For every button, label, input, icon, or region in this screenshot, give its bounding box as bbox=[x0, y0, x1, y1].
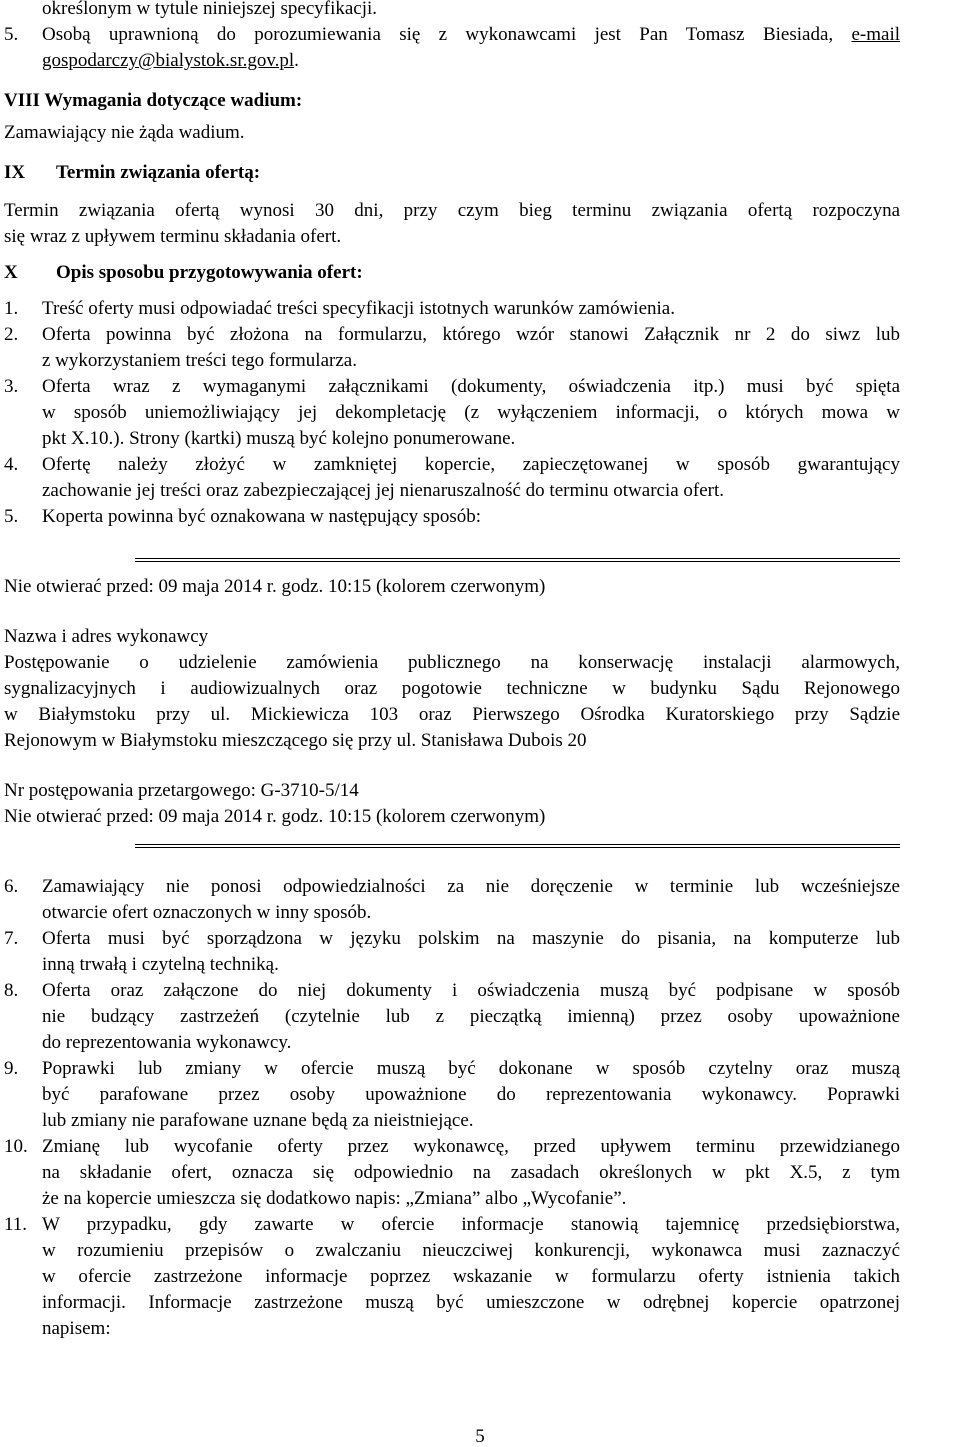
list-item-line: w sposób uniemożliwiający jej dekompletację (z wyłączeniem informacji, o których mowa w bbox=[42, 402, 900, 423]
section-ix-line-1: Termin związania ofertą wynosi 30 dni, przy czym bieg terminu związania ofertą rozpoczyna bbox=[4, 200, 900, 221]
section-viii-heading: VIII Wymagania dotyczące wadium: bbox=[4, 90, 303, 111]
list-item-line: z wykorzystaniem treści tego formularza. bbox=[42, 350, 357, 371]
list-item-line: pkt X.10.). Strony (kartki) muszą być kolejno ponumerowane. bbox=[42, 428, 516, 449]
envelope-proc-line-4: Rejonowym w Białymstoku mieszczącego się przy ul. Stanisława Dubois 20 bbox=[4, 730, 587, 751]
list-item-line: Oferta wraz z wymaganymi załącznikami (dokumenty, oświadczenia itp.) musi być spięta bbox=[42, 376, 900, 397]
list-item-line: Koperta powinna być oznakowana w następujący sposób: bbox=[42, 506, 481, 527]
list-item-number: 7. bbox=[4, 928, 19, 949]
section-ix-line-2: się wraz z upływem terminu składania ofert. bbox=[4, 226, 342, 247]
list-item-line: lub zmiany nie parafowane uznane będą za nieistniejące. bbox=[42, 1110, 474, 1131]
list-item-line: inną trwałą i czytelną techniką. bbox=[42, 954, 279, 975]
list-item-number: 3. bbox=[4, 376, 19, 397]
list-item-line: że na kopercie umieszcza się dodatkowo napis: „Zmiana” albo „Wycofanie”. bbox=[42, 1188, 627, 1209]
list-item-line: Treść oferty musi odpowiadać treści specyfikacji istotnych warunków zamówienia. bbox=[42, 298, 675, 319]
envelope-proc-line-1: Postępowanie o udzielenie zamówienia publicznego na konserwację instalacji alarmowych, bbox=[4, 652, 900, 673]
item-5-line-2 bbox=[42, 48, 900, 74]
list-item-line: W przypadku, gdy zawarte w ofercie informacje stanowią tajemnicę przedsiębiorstwa, bbox=[42, 1214, 900, 1235]
section-x-number: X bbox=[4, 262, 18, 283]
list-item-line: Oferta powinna być złożona na formularzu, którego wzór stanowi Załącznik nr 2 do siwz lub bbox=[42, 324, 900, 345]
email-link-part-1[interactable]: e-mail bbox=[851, 24, 901, 45]
item-5-line-1 bbox=[42, 22, 900, 48]
email-link-part-2[interactable]: gospodarczy@bialystok.sr.gov.pl bbox=[42, 50, 295, 71]
list-item-number: 10. bbox=[4, 1136, 28, 1157]
item-5-text: Osobą uprawnioną do porozumiewania się z wykonawcami jest Pan Tomasz Biesiada, bbox=[42, 24, 834, 45]
page-number: 5 bbox=[475, 1426, 485, 1447]
list-item-line: w rozumieniu przepisów o zwalczaniu nieuczciwej konkurencji, wykonawca musi zaznaczyć bbox=[42, 1240, 900, 1261]
list-item-line: być parafowane przez osoby upoważnione do reprezentowania wykonawcy. Poprawki bbox=[42, 1084, 900, 1105]
list-item-line: na składanie ofert, oznacza się odpowiednio na zasadach określonych w pkt X.5, z tym bbox=[42, 1162, 900, 1183]
continuation-line: określonym w tytule niniejszej specyfikacji. bbox=[42, 0, 378, 19]
list-item-number: 1. bbox=[4, 298, 19, 319]
envelope-bottom-rule bbox=[135, 844, 900, 848]
list-item-line: Oferta oraz załączone do niej dokumenty i oświadczenia muszą być podpisane w sposób bbox=[42, 980, 900, 1001]
envelope-top-rule bbox=[135, 558, 900, 562]
section-ix-title: Termin związania ofertą: bbox=[56, 162, 261, 183]
list-item-number: 4. bbox=[4, 454, 19, 475]
list-item-line: otwarcie ofert oznaczonych w inny sposób. bbox=[42, 902, 372, 923]
list-item-line: do reprezentowania wykonawcy. bbox=[42, 1032, 292, 1053]
section-ix-number: IX bbox=[4, 162, 26, 183]
envelope-proc-line-2: sygnalizacyjnych i audiowizualnych oraz pogotowie techniczne w budynku Sądu Rejonowego bbox=[4, 678, 900, 699]
item-5-number: 5. bbox=[4, 24, 19, 45]
section-x-heading bbox=[4, 260, 900, 286]
list-item-number: 6. bbox=[4, 876, 19, 897]
envelope-tender-number: Nr postępowania przetargowego: G-3710-5/14 bbox=[4, 780, 359, 801]
list-item-line: w ofercie zastrzeżone informacje poprzez wskazanie w formularzu oferty istnienia takich bbox=[42, 1266, 900, 1287]
list-item-line: napisem: bbox=[42, 1318, 111, 1339]
list-item-number: 8. bbox=[4, 980, 19, 1001]
item-5-tail: . bbox=[294, 50, 299, 71]
envelope-do-not-open-1: Nie otwierać przed: 09 maja 2014 r. godz. 10:15 (kolorem czerwonym) bbox=[4, 576, 546, 597]
list-item-line: Oferta musi być sporządzona w języku polskim na maszynie do pisania, na komputerze lub bbox=[42, 928, 900, 949]
list-item-line: Poprawki lub zmiany w ofercie muszą być dokonane w sposób czytelny oraz muszą bbox=[42, 1058, 900, 1079]
envelope-do-not-open-2: Nie otwierać przed: 09 maja 2014 r. godz. 10:15 (kolorem czerwonym) bbox=[4, 806, 546, 827]
list-item-line: zachowanie jej treści oraz zabezpieczającej jej nienaruszalność do terminu otwarcia ofert. bbox=[42, 480, 725, 501]
list-item-line: Zamawiający nie ponosi odpowiedzialności za nie doręczenie w terminie lub wcześniejsze bbox=[42, 876, 900, 897]
list-item-line: Ofertę należy złożyć w zamkniętej kopercie, zapieczętowanej w sposób gwarantujący bbox=[42, 454, 900, 475]
section-x-title: Opis sposobu przygotowywania ofert: bbox=[56, 262, 363, 283]
list-item-number: 11. bbox=[4, 1214, 28, 1235]
list-item-line: informacji. Informacje zastrzeżone muszą być umieszczone w odrębnej kopercie opatrzonej bbox=[42, 1292, 900, 1313]
list-item-number: 9. bbox=[4, 1058, 19, 1079]
envelope-name-address: Nazwa i adres wykonawcy bbox=[4, 626, 209, 647]
list-item-number: 5. bbox=[4, 506, 19, 527]
section-viii-text: Zamawiający nie żąda wadium. bbox=[4, 122, 245, 143]
list-item-number: 2. bbox=[4, 324, 19, 345]
envelope-proc-line-3: w Białymstoku przy ul. Mickiewicza 103 oraz Pierwszego Ośrodka Kuratorskiego przy Sądzie bbox=[4, 704, 900, 725]
section-ix-heading bbox=[4, 160, 900, 186]
list-item-line: nie budzący zastrzeżeń (czytelnie lub z pieczątką imienną) przez osoby upoważnione bbox=[42, 1006, 900, 1027]
list-item-line: Zmianę lub wycofanie oferty przez wykonawcę, przed upływem terminu przewidzianego bbox=[42, 1136, 900, 1157]
